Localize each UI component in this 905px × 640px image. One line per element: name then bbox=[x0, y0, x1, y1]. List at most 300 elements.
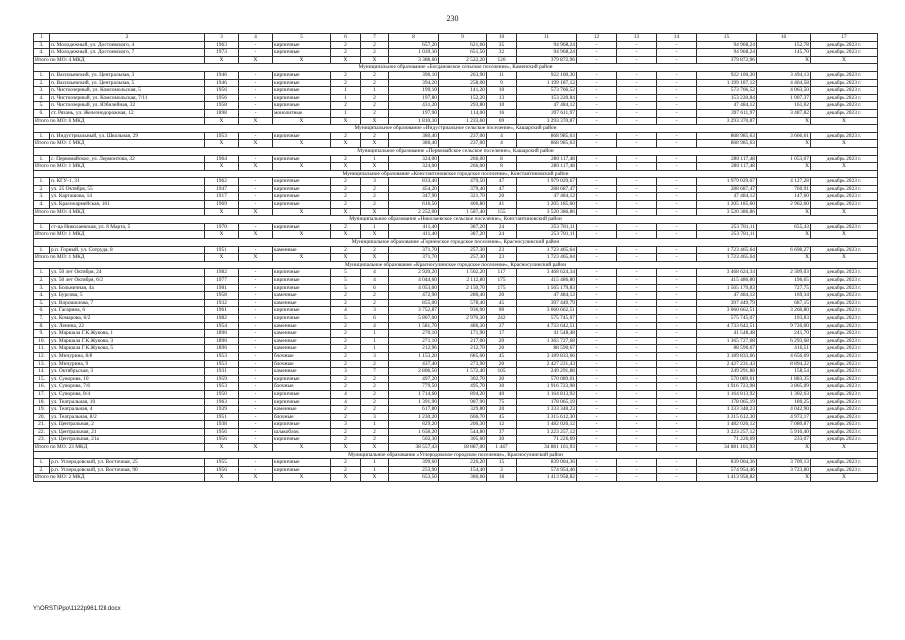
table-cell: 280 117,48 bbox=[517, 155, 577, 163]
table-cell: 7 bbox=[361, 368, 389, 376]
table-cell: 9. bbox=[34, 330, 50, 338]
table-cell: 3 189 833,66 bbox=[517, 352, 577, 360]
table-cell: декабрь 2023 г. bbox=[811, 185, 878, 193]
table-cell: - bbox=[657, 193, 697, 201]
table-cell: 45 bbox=[487, 413, 517, 421]
table-cell: 24 bbox=[487, 223, 517, 231]
table-cell: кирпичные bbox=[273, 71, 331, 79]
table-cell: кирпичные bbox=[273, 314, 331, 322]
total-cell: 266,00 bbox=[439, 163, 487, 171]
table-cell: декабрь 2023 г. bbox=[811, 94, 878, 102]
total-cell: 120 bbox=[487, 56, 517, 64]
table-cell: 1953 bbox=[205, 383, 239, 391]
table-cell: 1 333 348,23 bbox=[517, 406, 577, 414]
table-cell: 1963 bbox=[205, 41, 239, 49]
building-address: п. Васильевский, ул. Центральная, 3 bbox=[50, 71, 205, 79]
total-cell: X bbox=[331, 444, 361, 452]
table-cell: 1 164 813,92 bbox=[697, 390, 757, 398]
total-cell: 257,30 bbox=[439, 254, 487, 262]
municipality-total-row bbox=[34, 474, 878, 482]
table-cell: - bbox=[577, 360, 617, 368]
table-cell: - bbox=[239, 223, 273, 231]
table-cell: - bbox=[617, 398, 657, 406]
municipality-title: Муниципальное образование «Красносулинское городское поселение», Красносулинский район bbox=[34, 261, 878, 269]
table-cell: - bbox=[577, 466, 617, 474]
table-cell: 1 bbox=[331, 109, 361, 117]
table-cell: 2 bbox=[361, 390, 389, 398]
total-cell: X bbox=[811, 474, 878, 482]
table-cell: - bbox=[657, 102, 697, 110]
table-cell: 3 723,80 bbox=[757, 466, 811, 474]
table-cell: декабрь 2023 г. bbox=[811, 49, 878, 57]
total-cell: 38 557,43 bbox=[389, 444, 439, 452]
table-cell: - bbox=[657, 292, 697, 300]
table-cell: 655,43 bbox=[757, 223, 811, 231]
table-cell: 6 698,27 bbox=[757, 246, 811, 254]
total-cell: X bbox=[757, 117, 811, 125]
table-cell: - bbox=[239, 201, 273, 209]
total-cell: X bbox=[239, 140, 273, 148]
municipality-section-row bbox=[34, 451, 878, 459]
table-cell: 2 920,20 bbox=[389, 269, 439, 277]
table-cell: - bbox=[239, 284, 273, 292]
table-cell: 1 053,07 bbox=[757, 155, 811, 163]
table-cell: 3 189 833,66 bbox=[697, 352, 757, 360]
table-cell: 20 bbox=[487, 345, 517, 353]
table-cell: 437,40 bbox=[389, 360, 439, 368]
table-cell: - bbox=[657, 360, 697, 368]
total-cell: X bbox=[205, 117, 239, 125]
total-label: Итого по МО: 4 МКД bbox=[34, 56, 205, 64]
total-cell: 4 bbox=[487, 140, 517, 148]
table-cell: - bbox=[239, 94, 273, 102]
column-number: 1 bbox=[34, 34, 50, 42]
table-cell: 347,90 bbox=[389, 193, 439, 201]
table-cell: 2. bbox=[34, 466, 50, 474]
table-cell: 88 590,67 bbox=[517, 345, 577, 353]
table-cell: блочные bbox=[273, 352, 331, 360]
table-cell: 241,70 bbox=[757, 330, 811, 338]
table-cell: 4 bbox=[361, 322, 389, 330]
table-cell: 18. bbox=[34, 398, 50, 406]
table-cell: 1977 bbox=[205, 277, 239, 285]
table-cell: - bbox=[577, 185, 617, 193]
building-row bbox=[34, 330, 878, 338]
building-row bbox=[34, 155, 878, 163]
table-cell: 233,07 bbox=[757, 436, 811, 444]
table-cell: - bbox=[577, 178, 617, 186]
table-cell: 2 bbox=[331, 436, 361, 444]
table-cell: 8 894,22 bbox=[757, 360, 811, 368]
table-cell: 35 bbox=[487, 41, 517, 49]
table-cell: - bbox=[657, 246, 697, 254]
total-cell: X bbox=[273, 56, 331, 64]
table-cell: 5 bbox=[331, 314, 361, 322]
table-cell: 617,80 bbox=[389, 406, 439, 414]
total-cell: 280 117,48 bbox=[697, 163, 757, 171]
table-cell: 6 293,68 bbox=[757, 337, 811, 345]
table-cell: 3 bbox=[331, 368, 361, 376]
total-cell: X bbox=[273, 231, 331, 239]
table-cell: 2 bbox=[361, 185, 389, 193]
total-cell: - bbox=[577, 208, 617, 216]
table-cell: - bbox=[617, 277, 657, 285]
table-cell: 479,50 bbox=[439, 178, 487, 186]
table-cell: шлакоблок bbox=[273, 428, 331, 436]
table-cell: - bbox=[577, 246, 617, 254]
total-label: Итого по МО: 1 МКД bbox=[34, 163, 205, 171]
total-cell: 380,60 bbox=[439, 474, 487, 482]
building-address: ул. 50 лет Октября, 24 bbox=[50, 269, 205, 277]
table-cell: 2 bbox=[331, 375, 361, 383]
building-row bbox=[34, 246, 878, 254]
table-cell: 1946 bbox=[205, 71, 239, 79]
table-cell: 71 226,69 bbox=[517, 436, 577, 444]
table-cell: 1956 bbox=[205, 428, 239, 436]
table-cell: 7. bbox=[34, 314, 50, 322]
table-cell: - bbox=[657, 269, 697, 277]
building-row bbox=[34, 345, 878, 353]
table-cell: 30 bbox=[487, 375, 517, 383]
building-address: р.п. Углеродовский, ул. Восточная, 25 bbox=[50, 459, 205, 467]
table-cell: - bbox=[577, 79, 617, 87]
table-cell: 390,10 bbox=[389, 71, 439, 79]
table-cell: 1 153,20 bbox=[389, 352, 439, 360]
table-cell: декабрь 2023 г. bbox=[811, 41, 878, 49]
total-cell: - bbox=[577, 231, 617, 239]
building-row bbox=[34, 459, 878, 467]
table-cell: декабрь 2023 г. bbox=[811, 109, 878, 117]
table-cell: 271,10 bbox=[389, 337, 439, 345]
document-path: Y:\ORST\Ppo\1122p961.f2ll.docx bbox=[33, 606, 121, 612]
table-cell: 4. bbox=[34, 292, 50, 300]
building-row bbox=[34, 368, 878, 376]
building-address: р.п. Горный, ул. Сотруда, 8 bbox=[50, 246, 205, 254]
table-cell: 47 484,12 bbox=[517, 102, 577, 110]
building-row bbox=[34, 337, 878, 345]
total-cell: - bbox=[617, 163, 657, 171]
table-cell: 397 449,79 bbox=[517, 299, 577, 307]
total-cell: X bbox=[757, 254, 811, 262]
total-cell: 253 781,11 bbox=[517, 231, 577, 239]
table-cell: 253 781,11 bbox=[697, 223, 757, 231]
total-cell: 3 293 370,87 bbox=[697, 117, 757, 125]
column-number: 14 bbox=[657, 34, 697, 42]
building-address: ул. Суворова, 8/4 bbox=[50, 390, 205, 398]
total-cell: - bbox=[617, 140, 657, 148]
table-cell: - bbox=[657, 466, 697, 474]
building-row bbox=[34, 466, 878, 474]
total-cell: - bbox=[577, 444, 617, 452]
table-cell: 2 bbox=[331, 246, 361, 254]
column-number: 15 bbox=[697, 34, 757, 42]
table-cell: 196,65 bbox=[757, 277, 811, 285]
table-cell: 2 bbox=[361, 94, 389, 102]
table-cell: 237,00 bbox=[439, 132, 487, 140]
municipality-section-row bbox=[34, 261, 878, 269]
municipality-title: Муниципальное образование «Николаевское сельское поселение», Константиновский район bbox=[34, 216, 878, 224]
building-address: ул. Комарова, 6/2 bbox=[50, 314, 205, 322]
building-address: п. Чистоозерный, ул. Комсомольская, 7/11 bbox=[50, 94, 205, 102]
table-cell: 2 bbox=[331, 360, 361, 368]
total-label: Итого по МО: 1 МКД bbox=[34, 254, 205, 262]
table-cell: 379,40 bbox=[439, 185, 487, 193]
table-cell: 41 548,48 bbox=[517, 330, 577, 338]
table-cell: - bbox=[617, 375, 657, 383]
table-cell: 1973 bbox=[205, 49, 239, 57]
table-cell: - bbox=[617, 345, 657, 353]
table-cell: 486,30 bbox=[439, 322, 487, 330]
table-cell: - bbox=[239, 155, 273, 163]
total-cell: X bbox=[757, 56, 811, 64]
table-cell: 3 266,80 bbox=[757, 307, 811, 315]
table-cell: кирпичные bbox=[273, 466, 331, 474]
total-cell: 1 587,40 bbox=[439, 208, 487, 216]
total-cell: 34 881 161,93 bbox=[697, 444, 757, 452]
table-cell: 894,20 bbox=[439, 390, 487, 398]
table-cell: 1958 bbox=[205, 292, 239, 300]
total-cell: 18 bbox=[487, 474, 517, 482]
table-cell: 1. bbox=[34, 269, 50, 277]
table-cell: 779,50 bbox=[389, 383, 439, 391]
table-cell: - bbox=[239, 269, 273, 277]
table-cell: 3 709,13 bbox=[757, 459, 811, 467]
table-cell: 2 bbox=[361, 398, 389, 406]
table-cell: 13. bbox=[34, 360, 50, 368]
table-cell: 1946 bbox=[205, 79, 239, 87]
table-cell: - bbox=[657, 155, 697, 163]
table-cell: 1 199 187,12 bbox=[697, 79, 757, 87]
table-cell: 3 bbox=[361, 352, 389, 360]
table-cell: 1 199 187,12 bbox=[517, 79, 577, 87]
building-address: ст-ца Николаевская, ул. 8 Марта, 5 bbox=[50, 223, 205, 231]
table-cell: 1896 bbox=[205, 345, 239, 353]
table-cell: - bbox=[239, 360, 273, 368]
table-cell: 212,96 bbox=[389, 345, 439, 353]
table-cell: 3 bbox=[487, 466, 517, 474]
table-cell: 2 bbox=[331, 383, 361, 391]
table-cell: - bbox=[239, 436, 273, 444]
building-address: ул. Театральная, 4 bbox=[50, 406, 205, 414]
table-cell: 573 766,52 bbox=[517, 87, 577, 95]
building-address: ул. Ворошилова, 7 bbox=[50, 299, 205, 307]
total-cell: X bbox=[757, 444, 811, 452]
table-cell: 621,60 bbox=[439, 41, 487, 49]
table-cell: - bbox=[577, 71, 617, 79]
table-cell: - bbox=[577, 94, 617, 102]
table-cell: - bbox=[239, 421, 273, 429]
total-cell: - bbox=[577, 140, 617, 148]
table-cell: 397 449,79 bbox=[697, 299, 757, 307]
total-cell: 1 810,30 bbox=[389, 117, 439, 125]
table-cell: 20 bbox=[487, 292, 517, 300]
table-cell: 2 bbox=[331, 193, 361, 201]
municipality-title: Муниципальное образование «Индустриальное сельское поселение», Кашарский район bbox=[34, 125, 878, 133]
table-cell: 5. bbox=[34, 299, 50, 307]
municipality-section-row bbox=[34, 125, 878, 133]
table-cell: декабрь 2023 г. bbox=[811, 307, 878, 315]
table-cell: - bbox=[577, 383, 617, 391]
page-number: 230 bbox=[446, 14, 459, 23]
table-cell: 21. bbox=[34, 421, 50, 429]
table-cell: кирпичные bbox=[273, 132, 331, 140]
table-cell: декабрь 2023 г. bbox=[811, 383, 878, 391]
building-row bbox=[34, 277, 878, 285]
table-cell: - bbox=[657, 87, 697, 95]
table-cell: кирпичные bbox=[273, 94, 331, 102]
table-cell: 2 bbox=[361, 246, 389, 254]
municipality-total-row bbox=[34, 254, 878, 262]
table-cell: - bbox=[577, 375, 617, 383]
total-cell: X bbox=[239, 117, 273, 125]
table-cell: декабрь 2023 г. bbox=[811, 421, 878, 429]
table-cell: 249 291,88 bbox=[517, 368, 577, 376]
table-cell: 1 365 727,68 bbox=[697, 337, 757, 345]
table-cell: 193,83 bbox=[757, 314, 811, 322]
table-cell: кирпичные bbox=[273, 307, 331, 315]
total-cell: 3 520 386,86 bbox=[517, 208, 577, 216]
table-cell: 936,90 bbox=[439, 307, 487, 315]
table-cell: - bbox=[617, 466, 657, 474]
table-cell: 1. bbox=[34, 132, 50, 140]
table-cell: 1 883,35 bbox=[757, 375, 811, 383]
table-cell: - bbox=[617, 132, 657, 140]
table-cell: 152,20 bbox=[439, 94, 487, 102]
table-cell: 3 060 662,51 bbox=[517, 307, 577, 315]
total-cell: X bbox=[331, 474, 361, 482]
column-number: 13 bbox=[617, 34, 657, 42]
table-cell: - bbox=[617, 155, 657, 163]
table-cell: - bbox=[657, 337, 697, 345]
table-cell: 416,51 bbox=[757, 345, 811, 353]
table-cell: декабрь 2023 г. bbox=[811, 292, 878, 300]
table-cell: 1 979 029,67 bbox=[697, 178, 757, 186]
total-cell: 1 447 bbox=[487, 444, 517, 452]
table-cell: 3. bbox=[34, 87, 50, 95]
table-cell: 10 bbox=[487, 87, 517, 95]
total-cell: - bbox=[657, 208, 697, 216]
table-cell: 2 bbox=[361, 360, 389, 368]
table-cell: - bbox=[617, 352, 657, 360]
table-cell: - bbox=[657, 307, 697, 315]
table-cell: 2 bbox=[361, 292, 389, 300]
table-cell: 1. bbox=[34, 155, 50, 163]
total-cell: 371,70 bbox=[389, 254, 439, 262]
table-cell: 544,80 bbox=[439, 428, 487, 436]
table-cell: декабрь 2023 г. bbox=[811, 337, 878, 345]
table-cell: 1 bbox=[361, 421, 389, 429]
table-cell: 30 bbox=[487, 436, 517, 444]
table-cell: 4 bbox=[331, 307, 361, 315]
table-cell: 1 164 813,92 bbox=[517, 390, 577, 398]
building-row bbox=[34, 398, 878, 406]
table-cell: 17. bbox=[34, 390, 50, 398]
table-cell: кирпичные bbox=[273, 49, 331, 57]
table-cell: декабрь 2023 г. bbox=[811, 436, 878, 444]
building-row bbox=[34, 292, 878, 300]
table-cell: - bbox=[617, 292, 657, 300]
table-cell: 3 bbox=[361, 307, 389, 315]
table-cell: кирпичные bbox=[273, 223, 331, 231]
table-cell: 2 bbox=[361, 49, 389, 57]
table-cell: - bbox=[657, 132, 697, 140]
table-cell: - bbox=[577, 269, 617, 277]
municipality-title: Муниципальное образование «Первомайское сельское поселение», Кашарский район bbox=[34, 147, 878, 155]
table-cell: - bbox=[239, 330, 273, 338]
building-address: ул. Суворова, 7/6 bbox=[50, 383, 205, 391]
table-cell: монолитные bbox=[273, 109, 331, 117]
table-cell: 2 bbox=[361, 41, 389, 49]
building-address: п. Чистоозерный, ул. Комсомольская, 5 bbox=[50, 87, 205, 95]
table-cell: - bbox=[239, 132, 273, 140]
table-cell: - bbox=[239, 87, 273, 95]
total-cell: 387,20 bbox=[439, 231, 487, 239]
table-cell: 266,00 bbox=[439, 155, 487, 163]
table-cell: 1 333 348,23 bbox=[697, 406, 757, 414]
table-cell: 1 bbox=[361, 330, 389, 338]
table-cell: 20. bbox=[34, 413, 50, 421]
table-cell: декабрь 2023 г. bbox=[811, 330, 878, 338]
total-cell: 3 388,60 bbox=[389, 56, 439, 64]
table-cell: 2. bbox=[34, 185, 50, 193]
building-row bbox=[34, 375, 878, 383]
table-cell: 3 666,61 bbox=[757, 132, 811, 140]
table-cell: 1 482 026,12 bbox=[517, 421, 577, 429]
total-cell: X bbox=[331, 208, 361, 216]
table-cell: 2 bbox=[361, 375, 389, 383]
column-number: 2 bbox=[50, 34, 205, 42]
table-cell: 2 bbox=[361, 102, 389, 110]
building-row bbox=[34, 79, 878, 87]
table-cell: 3. bbox=[34, 284, 50, 292]
table-cell: 7 080,87 bbox=[757, 421, 811, 429]
table-cell: 1982 bbox=[205, 269, 239, 277]
table-cell: - bbox=[239, 277, 273, 285]
building-address: п. Индустриальный, ул. Школьная, 29 bbox=[50, 132, 205, 140]
table-cell: 5 807,00 bbox=[389, 314, 439, 322]
total-cell: X bbox=[331, 254, 361, 262]
table-cell: 242 bbox=[487, 314, 517, 322]
table-cell: - bbox=[617, 436, 657, 444]
total-cell: - bbox=[657, 231, 697, 239]
table-cell: декабрь 2023 г. bbox=[811, 406, 878, 414]
table-cell: - bbox=[657, 201, 697, 209]
table-cell: 249 291,88 bbox=[697, 368, 757, 376]
building-row bbox=[34, 406, 878, 414]
table-cell: 1896 bbox=[205, 330, 239, 338]
table-cell: - bbox=[577, 406, 617, 414]
table-cell: 14. bbox=[34, 368, 50, 376]
table-cell: - bbox=[577, 292, 617, 300]
table-cell: 1956 bbox=[205, 436, 239, 444]
table-cell: 855,00 bbox=[389, 299, 439, 307]
building-address: ул. 25 Октября, 55 bbox=[50, 185, 205, 193]
table-cell: - bbox=[617, 284, 657, 292]
total-cell: - bbox=[617, 444, 657, 452]
table-cell: - bbox=[617, 201, 657, 209]
table-cell: 20 bbox=[487, 406, 517, 414]
table-cell: - bbox=[657, 421, 697, 429]
table-cell: 263,90 bbox=[439, 71, 487, 79]
table-cell: 2 bbox=[361, 132, 389, 140]
table-cell: 1981 bbox=[205, 284, 239, 292]
table-cell: 2 bbox=[331, 178, 361, 186]
table-cell: 2 970,30 bbox=[439, 314, 487, 322]
table-cell: - bbox=[657, 383, 697, 391]
table-cell: 1 916 723,98 bbox=[697, 383, 757, 391]
table-cell: 1 bbox=[361, 87, 389, 95]
total-cell: 34 881 161,93 bbox=[517, 444, 577, 452]
